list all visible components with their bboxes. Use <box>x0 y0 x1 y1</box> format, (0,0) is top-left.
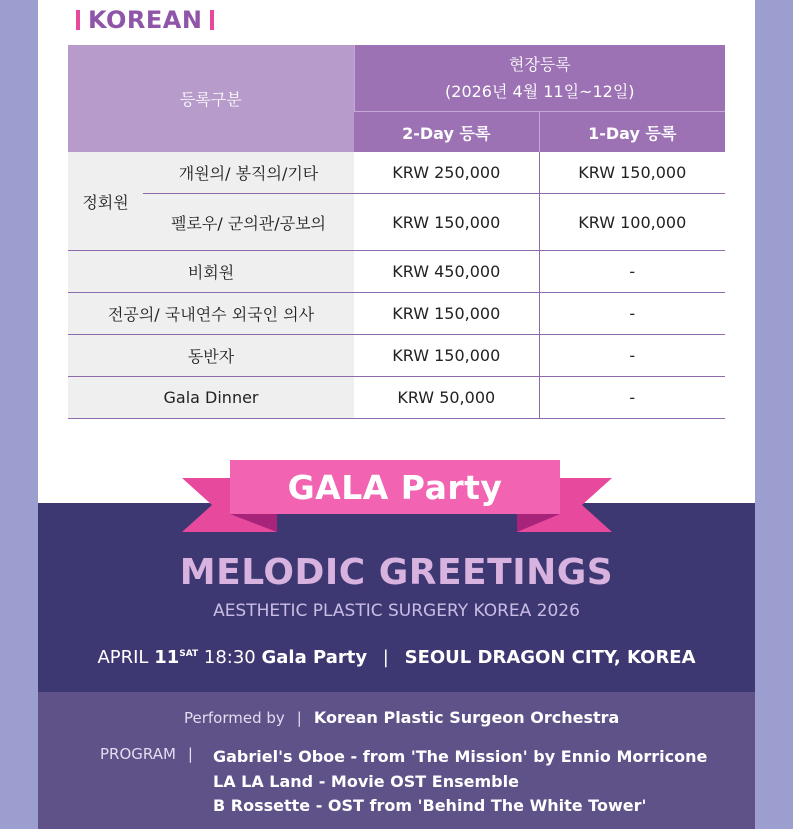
row-two-day-fee: KRW 150,000 <box>354 194 539 251</box>
section-title-text: KOREAN <box>88 6 203 34</box>
event-time: 18:30 <box>203 647 256 668</box>
title-bar-right <box>210 10 214 30</box>
header-one-day: 1-Day 등록 <box>539 112 725 153</box>
row-label: Gala Dinner <box>68 377 354 419</box>
program-item: LA LA Land - Movie OST Ensemble <box>213 771 519 791</box>
row-one-day-fee: - <box>539 251 725 293</box>
title-bar-left <box>76 10 80 30</box>
member-group-label: 정회원 <box>68 152 143 251</box>
program-item: Gabriel's Oboe - from 'The Mission' by Ennio Morricone <box>213 747 708 766</box>
header-row-1 <box>68 45 725 112</box>
header-onsite <box>354 45 725 112</box>
row-two-day-fee: KRW 150,000 <box>354 293 539 335</box>
row-label: 펠로우/ 군의관/공보의 <box>143 194 354 251</box>
table-row <box>68 152 725 194</box>
ribbon-label: GALA Party <box>230 460 560 514</box>
table-row <box>68 293 725 335</box>
program-list <box>213 745 707 819</box>
header-two-day: 2-Day 등록 <box>354 112 539 153</box>
table-row <box>68 335 725 377</box>
section-title <box>68 4 222 36</box>
program-separator: | <box>187 745 193 763</box>
row-label: 전공의/ 국내연수 외국인 의사 <box>68 293 354 335</box>
row-one-day-fee: KRW 100,000 <box>539 194 725 251</box>
event-month: APRIL <box>97 647 149 668</box>
program-label: PROGRAM <box>100 745 176 763</box>
program-item: B Rossette - OST from 'Behind The White Tower' <box>213 796 647 815</box>
row-two-day-fee: KRW 150,000 <box>354 335 539 377</box>
table-row <box>68 251 725 293</box>
event-info-line <box>38 647 755 668</box>
page <box>38 0 755 829</box>
performer-line <box>184 708 619 727</box>
event-venue: SEOUL DRAGON CITY, KOREA <box>404 647 696 668</box>
event-day: 11 <box>154 647 180 668</box>
row-label: 동반자 <box>68 335 354 377</box>
row-two-day-fee: KRW 450,000 <box>354 251 539 293</box>
event-name: Gala Party <box>261 647 368 668</box>
table-row <box>68 194 725 251</box>
event-weekday: SAT <box>179 649 199 659</box>
gala-headline: MELODIC GREETINGS <box>179 552 614 593</box>
row-one-day-fee: - <box>539 293 725 335</box>
row-label: 비회원 <box>68 251 354 293</box>
program-label-line <box>100 745 193 763</box>
row-one-day-fee: KRW 150,000 <box>539 152 725 194</box>
performer-separator: | <box>296 709 302 727</box>
registration-fee-table <box>68 45 725 419</box>
row-two-day-fee: KRW 50,000 <box>354 377 539 419</box>
event-separator: | <box>382 647 389 668</box>
row-one-day-fee: - <box>539 377 725 419</box>
row-one-day-fee: - <box>539 335 725 377</box>
row-label: 개원의/ 봉직의/기타 <box>143 152 354 194</box>
header-onsite-dates: (2026년 4월 11일~12일) <box>445 82 635 101</box>
gala-subtitle: AESTHETIC PLASTIC SURGERY KOREA 2026 <box>213 601 580 621</box>
performed-by-label: Performed by <box>184 709 285 727</box>
table-row <box>68 377 725 419</box>
header-category: 등록구분 <box>68 45 354 152</box>
gala-ribbon <box>182 458 612 534</box>
row-two-day-fee: KRW 250,000 <box>354 152 539 194</box>
header-onsite-title: 현장등록 <box>508 55 571 74</box>
performer-name: Korean Plastic Surgeon Orchestra <box>313 708 620 727</box>
